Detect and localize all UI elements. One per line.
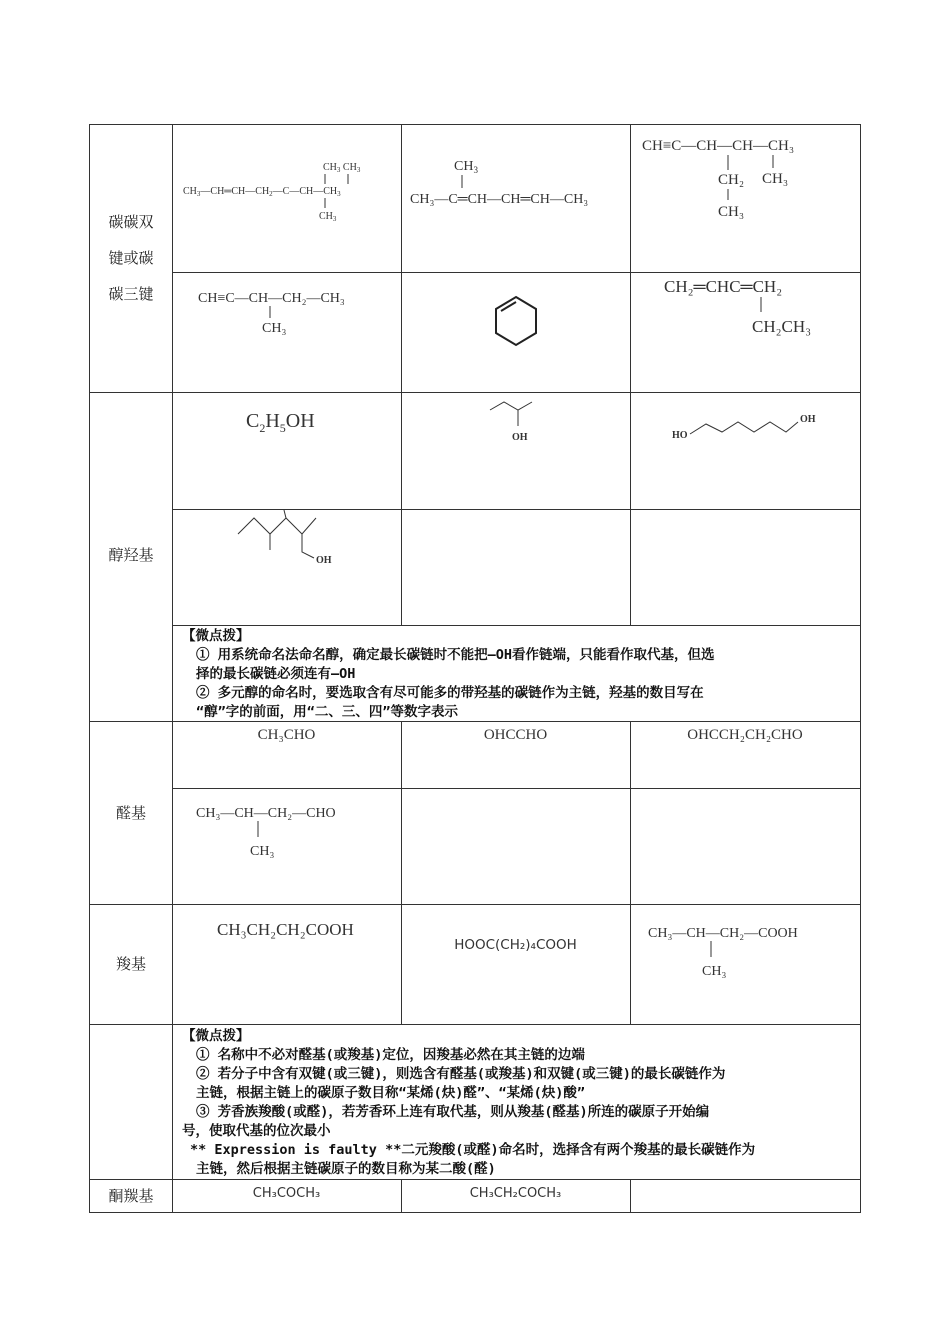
row-label-alkene <box>90 204 172 312</box>
col-divider <box>630 1179 631 1213</box>
row-label-alcohol: 醇羟基 <box>108 546 154 564</box>
svg-text:CH₃—CH—CH₂—CHO: CH₃—CH—CH₂—CHO <box>196 806 336 821</box>
structure-methylbutanal <box>192 795 397 865</box>
structure-methylpentyne <box>190 280 400 350</box>
svg-text:CH3: $CH_3$ <box>319 211 337 223</box>
formula-acetaldehyde: CH₃CHO <box>257 727 316 743</box>
col-divider <box>172 124 173 1213</box>
svg-text:CH₃: CH₃ <box>762 171 789 187</box>
structure-cyclohexene <box>490 295 542 353</box>
formula-ethanol: $C_2H_5OH$ <box>246 410 315 435</box>
row-divider <box>89 392 861 393</box>
structure-alkyne-branched <box>636 128 858 228</box>
svg-text:CH₃—CH—CH₂—COOH: CH₃—CH—CH₂—COOH <box>648 926 798 941</box>
alcohol-tip <box>182 627 715 722</box>
col-divider <box>630 721 631 1025</box>
formula-acetone: CH₃COCH₃ <box>252 1186 321 1201</box>
row-divider <box>89 1024 861 1025</box>
row-label-carboxyl: 羧基 <box>115 955 146 973</box>
svg-text:CH₃—C═CH—CH═CH—CH₃: CH₃—C═CH—CH═CH—CH₃ <box>410 192 589 207</box>
tip-line: ① 名称中不必对醛基(或羧基)定位，因羧基必然在其主链的边端 <box>196 1047 585 1063</box>
tip-line: ① 用系统命名法命名醇，确定最长碳链时不能把—OH看作链端，只能看作取代基，但选 <box>196 647 715 663</box>
structure-2-butanol <box>486 398 546 448</box>
svg-text:OH: OH <box>316 555 332 566</box>
tip-line: “醇”字的前面，用“二、三、四”等数字表示 <box>196 704 459 720</box>
tip-line: 择的最长碳链必须连有—OH <box>196 666 356 682</box>
svg-text:CH₂CH₃: CH₂CH₃ <box>752 317 812 336</box>
tip-line: 主链，根据主链上的碳原子数目称“某烯(炔)醛”、“某烯(炔)酸” <box>196 1085 586 1101</box>
tip-line: ② 多元醇的命名时，要选取含有尽可能多的带羟基的碳链作为主链，羟基的数目写在 <box>196 685 704 701</box>
svg-text:CH₃: CH₃ <box>250 844 275 859</box>
row-divider <box>89 1179 861 1180</box>
formula-butanoic-acid: CH₃CH₂CH₂COOH <box>217 920 354 939</box>
structure-methylbutanoic-acid <box>644 915 858 985</box>
tip-line: 主链，然后根据主链碳原子的数目称为某二酸(醛) <box>196 1161 496 1177</box>
formula-adipic-acid: HOOC(CH₂)₄COOH <box>454 937 577 953</box>
svg-text:OH: OH <box>512 432 528 443</box>
structure-hexanediol <box>670 408 830 448</box>
col-divider <box>401 124 402 626</box>
label-line: 碳碳双 <box>108 213 154 231</box>
label-line: 碳三键 <box>108 285 154 303</box>
row-label-ketone: 酮羰基 <box>108 1187 154 1205</box>
tip-heading: 【微点拨】 <box>182 628 250 644</box>
label-line: 键或碳 <box>108 249 154 267</box>
tip-line: ** Expression is faulty **二元羧酸(或醛)命名时，选择含有两个羧基的最长碳链作为 <box>190 1142 756 1158</box>
svg-text:OH: OH <box>800 414 816 425</box>
svg-text:CH3 CH3: $CH_3$ $CH_3$ <box>323 162 361 174</box>
svg-text:CH₃: CH₃ <box>702 964 727 979</box>
structure-ethylbutadiene <box>658 270 858 345</box>
svg-text:CH≡C—CH—CH₂—CH₃: CH≡C—CH—CH₂—CH₃ <box>198 291 345 306</box>
tip-line: ② 若分子中含有双键(或三键)，则选含有醛基(或羧基)和双键(或三键)的最长碳链作为 <box>196 1066 726 1082</box>
svg-text:CH₃: CH₃ <box>262 321 287 336</box>
row-divider <box>89 904 861 905</box>
svg-text:HO: HO <box>672 430 688 441</box>
row-divider <box>172 625 860 626</box>
col-divider <box>630 124 631 626</box>
structure-methylhexadiene <box>406 150 628 220</box>
tip-line: ③ 芳香族羧酸(或醛)，若芳香环上连有取代基，则从羧基(醛基)所连的碳原子开始编 <box>196 1104 710 1120</box>
row-label-aldehyde: 醛基 <box>115 804 146 822</box>
col-divider <box>401 721 402 1025</box>
tip-heading: 【微点拨】 <box>182 1028 250 1044</box>
svg-text:CH3: $CH_3$ <box>454 159 478 175</box>
svg-text:CH₂: CH₂ <box>718 172 745 188</box>
svg-text:CH≡C—CH—CH—CH₃: CH≡C—CH—CH—CH₃ <box>642 138 795 154</box>
formula-butanone: CH₃CH₂COCH₃ <box>469 1186 562 1201</box>
row-divider <box>172 788 860 789</box>
carboxyl-tip <box>182 1027 755 1179</box>
svg-text:CH₂═CHC═CH₂: CH₂═CHC═CH₂ <box>664 277 783 296</box>
structure-branched-alcohol <box>236 510 336 570</box>
structure-hexene-dimethyl <box>178 150 400 230</box>
hexene-main-chain: $CH_3—CH═CH—CH_2—C—CH—CH_3$ <box>183 186 341 198</box>
formula-succinaldehyde: OHCCH₂CH₂CHO <box>687 727 803 743</box>
tip-line: 号，使取代基的位次最小 <box>182 1123 331 1139</box>
svg-text:CH₃: CH₃ <box>718 204 745 220</box>
formula-glyoxal: OHCCHO <box>483 727 548 743</box>
